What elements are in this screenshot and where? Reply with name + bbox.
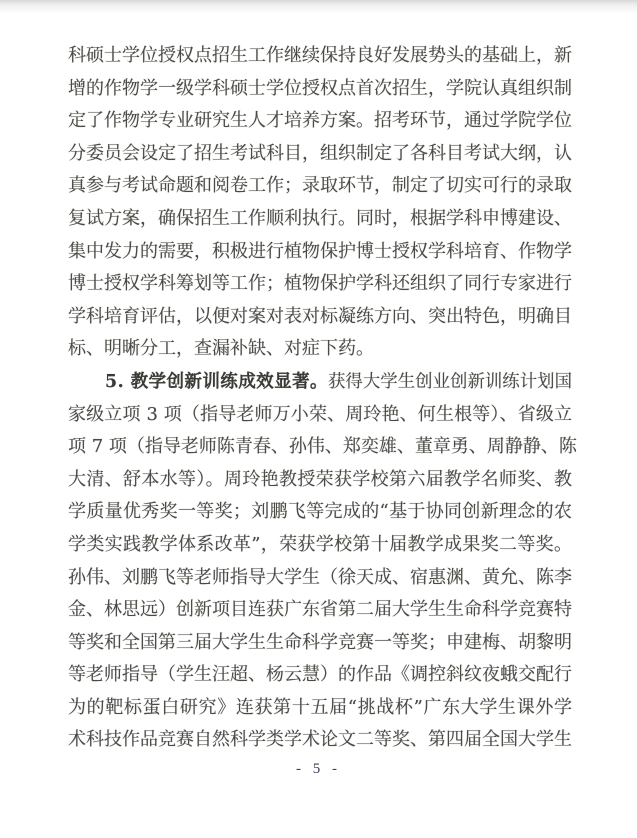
text-line: 等老师指导（学生汪超、杨云慧）的作品《调控斜纹夜蛾交配行 [68,664,572,686]
document-body [68,40,577,757]
text-line: 集中发力的需要，积极进行植物保护博士授权学科培育、作物学 [68,240,572,262]
text-line: 定了作物学专业研究生人才培养方案。招考环节，通过学院学位 [68,110,572,132]
text-line: 分委员会设定了招生考试科目，组织制定了各科目考试大纲，认 [68,142,572,164]
text-line: 家级立项 3 项（指导老师万小荣、周玲艳、何生根等）、省级立 [68,403,572,425]
page-number: - 5 - [296,761,341,777]
text-line [68,366,572,399]
text-line: 博士授权学科筹划等工作；植物保护学科还组织了同行专家进行 [68,273,572,295]
text-line: 孙伟、刘鹏飞等老师指导大学生（徐天成、宿惠渊、黄允、陈李 [68,566,572,588]
text-line: 项 7 项（指导老师陈青春、孙伟、郑奕雄、董章勇、周静静、陈 [68,436,577,458]
text-line: 大清、舒本水等）。周玲艳教授荣获学校第六届教学名师奖、教 [68,468,572,490]
text-line: 科硕士学位授权点招生工作继续保持良好发展势头的基础上，新 [68,45,572,66]
page-footer [0,758,637,778]
text-line: 复试方案，确保招生工作顺利执行。同时，根据学科申博建设、 [68,207,572,229]
section-heading: 5. 教学创新训练成效显著。 [105,371,328,392]
text-line: 增的作物学一级学科硕士学位授权点首次招生，学院认真组织制 [68,77,572,99]
text-line: 等奖和全国第三届大学生生命科学竞赛一等奖；申建梅、胡黎明 [68,631,572,653]
text-run: 获得大学生创业创新训练计划国 [328,371,572,392]
text-line: 学类实践教学体系改革”，荣获学校第十届教学成果奖二等奖。 [68,533,572,555]
text-line: 学科培育评估，以便对案对表对标凝练方向、突出特色，明确目 [68,305,572,327]
text-line: 真参与考试命题和阅卷工作；录取环节，制定了切实可行的录取 [68,175,572,197]
text-line: 金、林思远）创新项目连获广东省第二届大学生生命科学竞赛特 [68,599,572,621]
text-line: 为的靶标蛋白研究》连获第十五届“挑战杯”广东大学生课外学 [68,696,572,718]
text-line: 学质量优秀奖一等奖；刘鹏飞等完成的“基于协同创新理念的农 [68,501,572,523]
text-line: 术科技作品竞赛自然科学类学术论文二等奖、第四届全国大学生 [68,729,572,751]
text-line: 标、明晰分工，查漏补缺、对症下药。 [68,338,374,360]
scan-edge-shadow [0,0,637,14]
